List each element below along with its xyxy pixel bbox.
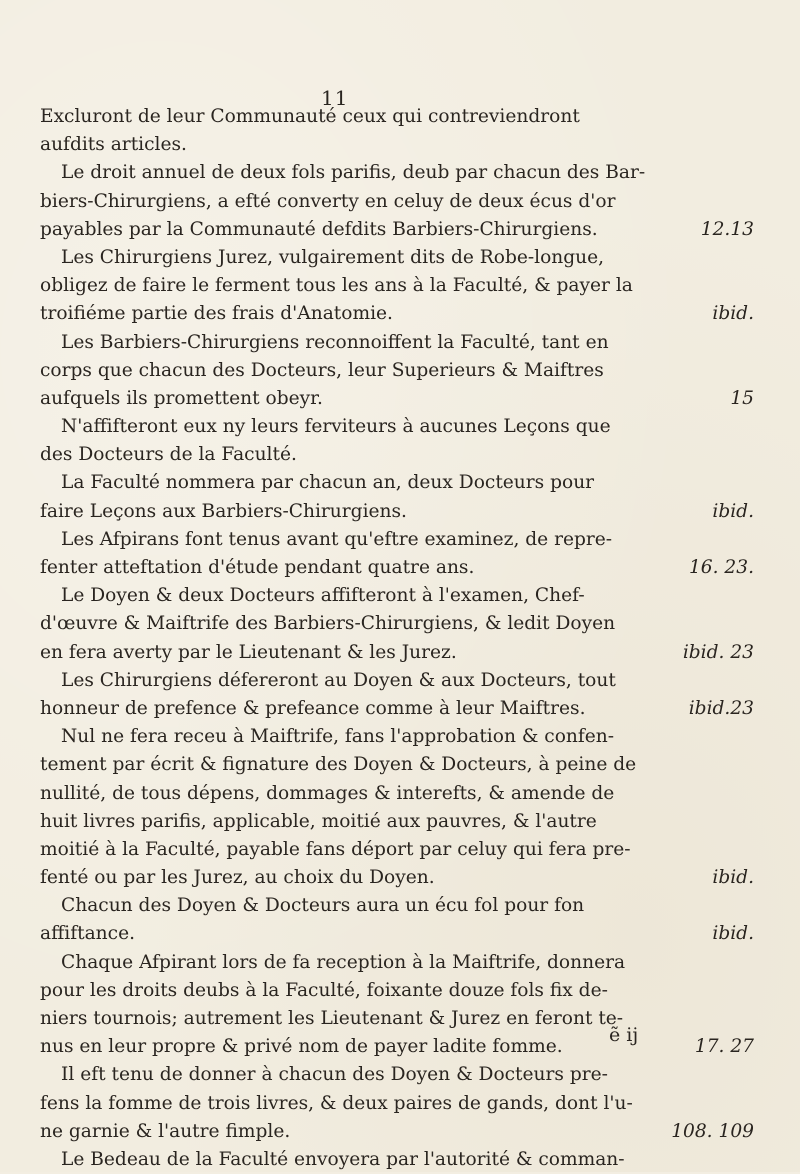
line-text: Il eft tenu de donner à chacun des Doyen & Docteurs pre- <box>61 1064 608 1086</box>
line-text: fenté ou par les Jurez, au choix du Doyen. <box>40 867 435 889</box>
line-reference: 108. 109 <box>671 1120 754 1142</box>
line-text: Les Chirurgiens Jurez, vulgairement dits de Robe-longue, <box>61 246 605 268</box>
line-text: biers-Chirurgiens, a efté converty en celuy de deux écus d'or <box>40 190 616 212</box>
line-text: en fera averty par le Lieutenant & les Jurez. <box>40 641 457 663</box>
line-reference: ibid. <box>712 303 754 325</box>
text-line <box>40 1090 754 1118</box>
text-line <box>40 1146 754 1174</box>
line-text: Nul ne fera receu à Maiftrife, fans l'approbation & confen- <box>61 726 615 748</box>
line-text: Chaque Afpirant lors de fa reception à la Maiftrife, donnera <box>61 951 626 973</box>
line-text: tement par écrit & fignature des Doyen & Docteurs, à peine de <box>40 754 637 776</box>
line-reference: 15 <box>730 387 754 409</box>
text-line <box>40 695 754 723</box>
line-text: Le Bedeau de la Faculté envoyera par l'autorité & comman- <box>61 1148 625 1170</box>
text-line <box>40 441 754 469</box>
text-line <box>40 977 754 1005</box>
line-text: payables par la Communauté defdits Barbiers-Chirurgiens. <box>40 218 598 240</box>
text-line <box>40 103 754 131</box>
line-reference: 17. 27 <box>694 1036 754 1058</box>
line-text: troifiéme partie des frais d'Anatomie. <box>40 303 393 325</box>
line-text: pour les droits deubs à la Faculté, foixante douze fols fix de- <box>40 979 608 1001</box>
text-line <box>40 751 754 779</box>
text-line <box>40 1118 754 1146</box>
line-reference: ibid. <box>712 867 754 889</box>
line-text: ne garnie & l'autre fimple. <box>40 1120 291 1142</box>
line-reference: ibid. 23 <box>682 641 754 663</box>
line-reference: 12.13 <box>700 218 754 240</box>
line-text: fens la fomme de trois livres, & deux paires de gands, dont l'u- <box>40 1092 633 1114</box>
text-line <box>40 329 754 357</box>
line-text: Excluront de leur Communauté ceux qui contreviendront <box>40 106 580 127</box>
line-text: Chacun des Doyen & Docteurs aura un écu fol pour fon <box>61 895 585 917</box>
text-line <box>40 1061 754 1089</box>
line-text: honneur de prefence & prefeance comme à leur Maiftres. <box>40 697 586 719</box>
text-line <box>40 216 754 244</box>
text-line <box>40 836 754 864</box>
signature-mark: ẽ ij <box>609 1024 639 1046</box>
text-line <box>40 498 754 526</box>
text-line <box>40 159 754 187</box>
text-line <box>40 1033 754 1061</box>
text-line <box>40 385 754 413</box>
line-text: affiftance. <box>40 923 135 945</box>
line-text: La Faculté nommera par chacun an, deux Docteurs pour <box>61 472 595 494</box>
line-text: niers tournois; autrement les Lieutenant & Jurez en feront te- <box>40 1008 624 1029</box>
text-line <box>40 667 754 695</box>
text-line <box>40 357 754 385</box>
line-text: nus en leur propre & privé nom de payer ladite fomme. <box>40 1036 563 1058</box>
text-line <box>40 244 754 272</box>
line-text: N'affifteront eux ny leurs ferviteurs à aucunes Leçons que <box>61 416 611 438</box>
text-line <box>40 1005 754 1033</box>
text-line <box>40 920 754 948</box>
line-text: fenter atteftation d'étude pendant quatre ans. <box>40 557 475 578</box>
line-text: Les Afpirans font tenus avant qu'eftre examinez, de repre- <box>61 528 613 550</box>
line-text: Le droit annuel de deux fols parifis, deub par chacun des Bar- <box>61 162 646 184</box>
line-text: faire Leçons aux Barbiers-Chirurgiens. <box>40 500 407 522</box>
text-line <box>40 272 754 300</box>
line-text: Les Chirurgiens défereront au Doyen & aux Docteurs, tout <box>61 669 616 691</box>
line-text: aufdits articles. <box>40 134 187 156</box>
text-line <box>40 300 754 328</box>
text-line <box>40 610 754 638</box>
text-line <box>40 892 754 920</box>
text-line <box>40 780 754 808</box>
text-line <box>40 864 754 892</box>
text-line <box>40 639 754 667</box>
line-text: des Docteurs de la Faculté. <box>40 444 297 466</box>
text-line <box>40 526 754 554</box>
body-text <box>40 103 754 1174</box>
text-line <box>40 413 754 441</box>
line-text: huit livres parifis, applicable, moitié aux pauvres, & l'autre <box>40 810 597 832</box>
line-text: corps que chacun des Docteurs, leur Superieurs & Maiftres <box>40 359 604 381</box>
line-text: Le Doyen & deux Docteurs affifteront à l'examen, Chef- <box>61 585 585 607</box>
line-reference: ibid. <box>712 923 754 945</box>
text-line <box>40 131 754 159</box>
page-number: 11 <box>321 86 349 110</box>
line-text: moitié à la Faculté, payable fans déport par celuy qui fera pre- <box>40 838 631 860</box>
text-line <box>40 554 754 582</box>
line-text: d'œuvre & Maiftrife des Barbiers-Chirurgiens, & ledit Doyen <box>40 613 616 635</box>
text-line <box>40 469 754 497</box>
line-text: aufquels ils promettent obeyr. <box>40 387 323 409</box>
line-text: Les Barbiers-Chirurgiens reconnoiffent la Faculté, tant en <box>61 331 609 353</box>
text-line <box>40 723 754 751</box>
text-line <box>40 582 754 610</box>
text-line <box>40 808 754 836</box>
line-text: obligez de faire le ferment tous les ans à la Faculté, & payer la <box>40 275 633 297</box>
line-reference: 16. 23. <box>688 557 754 578</box>
text-line <box>40 949 754 977</box>
line-reference: ibid. <box>712 500 754 522</box>
text-line <box>40 188 754 216</box>
line-text: nullité, de tous dépens, dommages & interefts, & amende de <box>40 782 615 804</box>
line-reference: ibid.23 <box>688 697 754 719</box>
